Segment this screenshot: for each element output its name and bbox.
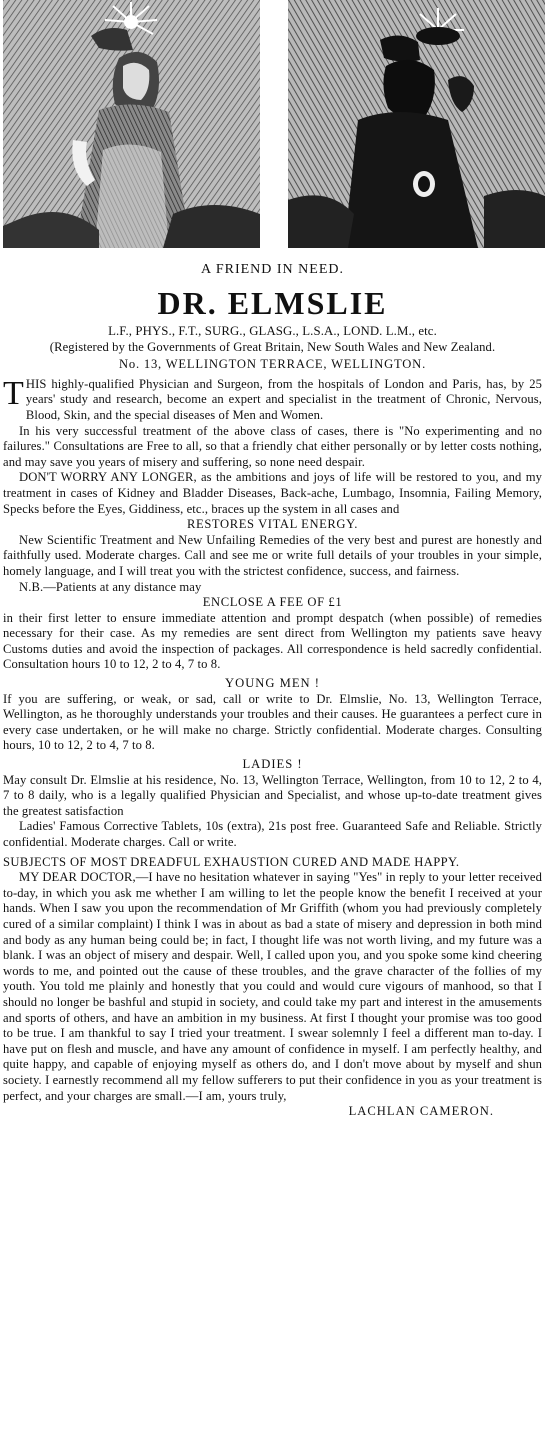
- nb-line: N.B.—Patients at any distance may: [19, 579, 202, 594]
- ladies-paragraph: May consult Dr. Elmslie at his residence, No. 13, Wellington Terrace, Wellington, from 10 to 12, 2 to 4, 7 to 8 daily, who is a legally qualified Physician and Specialist, and whose up-to-date treatment gives the greatest satisfaction: [3, 772, 542, 818]
- lamp-engraving-icon: [288, 0, 545, 248]
- scientific-treatment-paragraph: New Scientific Treatment and New Unfailing Remedies of the very best and purest are honestly and faithfully used. Moderate charges. Call and see me or write full details of your troubles in your simple, homely language, and I will treat you with the strictest confidence, success, and fairness.: [3, 532, 542, 578]
- dont-worry-paragraph: DON'T WORRY ANY LONGER, as the ambitions and joys of life will be restored to you, and my treatment in cases of Kidney and Bladder Diseases, Back-ache, Lumbago, Insomnia, Failing Memory, Specks before the Eyes, Giddiness, etc., braces up the system in all cases and: [3, 470, 542, 516]
- registration-note: (Registered by the Governments of Great Britain, New South Wales and New Zealand.: [49, 339, 496, 354]
- enclose-fee-heading: ENCLOSE A FEE OF £1: [202, 595, 343, 610]
- woman-with-lamp-illustration: [288, 0, 545, 248]
- ladies-tablets-paragraph: Ladies' Famous Corrective Tablets, 10s (extra), 21s post free. Guaranteed Safe and Reliable. Strictly confidential. Moderate charges. Call or write.: [3, 819, 542, 849]
- fee-paragraph: in their first letter to ensure immediate attention and prompt despatch (when possible) of remedies necessary for their case. As my remedies are sent direct from Wellington my patients save heavy Customs duties and avoid the inspection of packages. All correspondence is held sacredly confidential. Consultation hours 10 to 12, 2 to 4, 7 to 8.: [3, 610, 542, 672]
- address-line: No. 13, WELLINGTON TERRACE, WELLINGTON.: [118, 357, 427, 372]
- intro-paragraph: THIS highly-qualified Physician and Surgeon, from the hospitals of London and Paris, has, by 25 years' study and research, become an expert and specialist in the treatment of Chronic, Nervous, Blood, Skin, and the special diseases of Men and Women.: [3, 374, 542, 422]
- signature-line: LACHLAN CAMERON.: [348, 1104, 494, 1119]
- testimonial-letter: MY DEAR DOCTOR,—I have no hesitation whatever in saying "Yes" in reply to your letter received to-day, in which you ask me whether I am willing to let the people know the benefit I received at your hands. When I saw you upon the recommendation of Mr Griffith (whom you had previously completely cured of a similar complaint) I think I was in about as bad a state of misery and depression in both mind and body as any human being could be; in fact, I thought life was not worth living, and my future was a blank. I was an object of misery and despair. Well, I called upon you, and you spoke some kind cheering words to me, and pointed out the cause of these troubles, and the grave character of the follies of my youth. You told me plainly and honestly that you could and would cure vigours of manhood, so that I should no longer be bashful and stupid in society, and could take my part and interest in the amusements and sports of others, and have an ambition in my business. At first I thought your promise was too good to be true. I am thankful to say I tried your treatment. I swear solemnly I feel a different man to-day. I have put on flesh and muscle, and have any amount of confidence in myself. I am perfectly healthy, and quite happy, and capable of enjoying myself as others do, and I don't move about by myself and shun society. I earnestly recommend all my fellow sufferers to put their confidence in you as your treatment is perfect, and your charges are small.—I am, yours truly,: [3, 870, 542, 1103]
- qualifications-line: L.F., PHYS., F.T., SURG., GLASG., L.S.A., LOND. L.M., etc.: [108, 324, 437, 338]
- young-men-heading: YOUNG MEN !: [225, 676, 320, 691]
- success-paragraph: In his very successful treatment of the above class of cases, there is "No experimenting and no failures." Consultations are Free to all, so that a friendly chat either personally or by letter costs nothing, and may save you years of misery and suffering, so none need despair.: [3, 423, 542, 469]
- torch-engraving-icon: [3, 0, 260, 248]
- doctor-name-title: DR. ELMSLIE: [157, 285, 388, 321]
- restores-heading: RESTORES VITAL ENERGY.: [187, 517, 358, 532]
- woman-with-torch-illustration: [3, 0, 260, 248]
- subjects-heading: SUBJECTS OF MOST DREADFUL EXHAUSTION CURED AND MADE HAPPY.: [3, 854, 460, 869]
- young-men-paragraph: If you are suffering, or weak, or sad, call or write to Dr. Elmslie, No. 13, Wellington Terrace, Wellington, as he thoroughly understands your troubles and their causes. He guarantees a perfect cure in every case undertaken, or he will make no charge. Strictly confidential. Moderate charges. Consulting hours, 10 to 12, 2 to 4, 7 to 8.: [3, 691, 542, 753]
- kicker-heading: A FRIEND IN NEED.: [201, 262, 344, 277]
- ladies-heading: LADIES !: [242, 757, 303, 772]
- illustration-row: [3, 0, 542, 250]
